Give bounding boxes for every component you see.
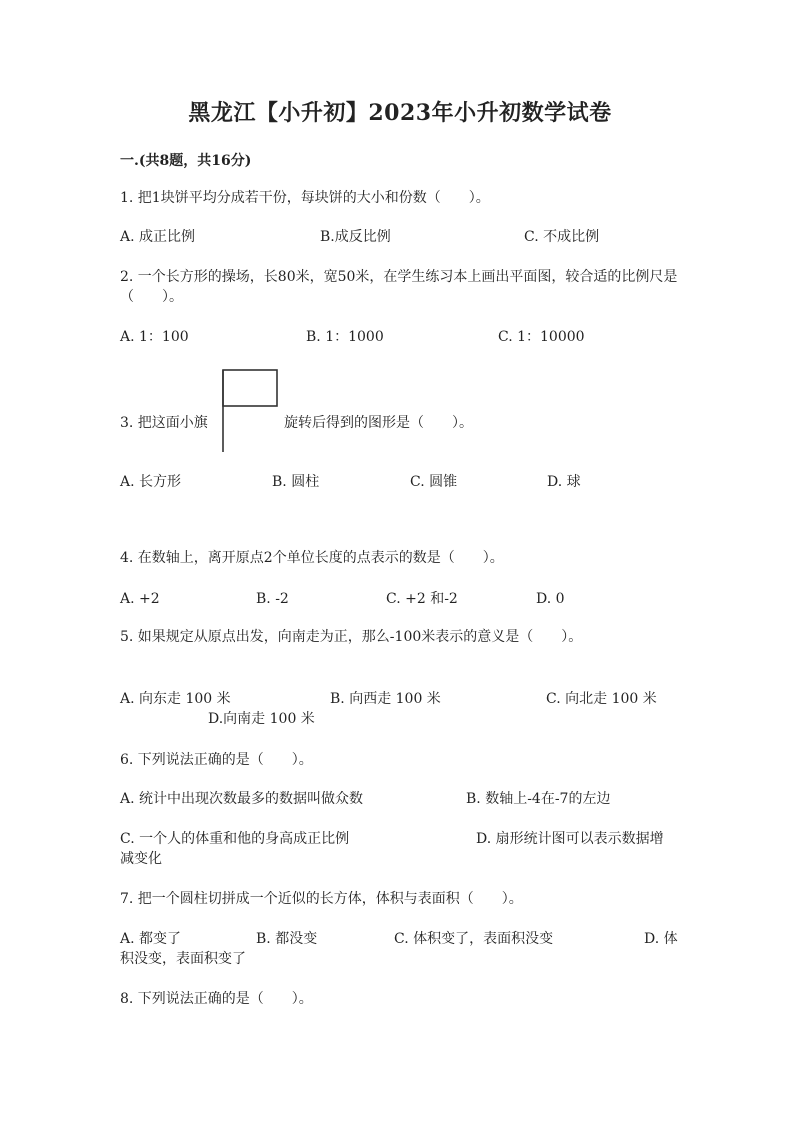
question-4-stem: 4. 在数轴上，离开原点2个单位长度的点表示的数是（ ）。	[120, 550, 504, 566]
section-heading: 一.(共8题，共16分)	[120, 153, 252, 169]
question-1-option-a: A. 成正比例	[120, 229, 196, 245]
question-5-option-d: D.向南走 100 米	[208, 711, 315, 727]
question-2-stem: 2. 一个长方形的操场，长80米，宽50米，在学生练习本上画出平面图，较合适的比例尺是（ ）。	[120, 269, 678, 305]
question-7-stem: 7. 把一个圆柱切拼成一个近似的长方体，体积与表面积（ ）。	[120, 891, 523, 907]
question-5-stem: 5. 如果规定从原点出发，向南走为正，那么-100米表示的意义是（ ）。	[120, 629, 583, 645]
page-title: 黑龙江【小升初】2023年小升初数学试卷	[188, 100, 612, 126]
question-8-stem: 8. 下列说法正确的是（ ）。	[120, 991, 313, 1007]
question-5-option-c: C. 向北走 100 米	[546, 691, 657, 707]
question-3-option-b: B. 圆柱	[272, 474, 320, 490]
question-6-option-d-continued: 减变化	[120, 851, 162, 867]
question-6-option-a: A. 统计中出现次数最多的数据叫做众数	[120, 791, 364, 807]
question-4-option-d: D. 0	[536, 591, 565, 607]
question-1-option-c: C. 不成比例	[524, 229, 600, 245]
question-2-option-b: B. 1：1000	[306, 329, 384, 345]
question-7-option-d: D. 体	[644, 931, 678, 947]
flag-figure	[218, 368, 282, 454]
question-6-option-d: D. 扇形统计图可以表示数据增	[476, 831, 664, 847]
question-1-option-b: B.成反比例	[320, 229, 391, 245]
question-4-option-c: C. +2 和-2	[386, 591, 458, 607]
question-7-option-d-continued: 积没变，表面积变了	[120, 951, 246, 967]
question-3-stem-after: 旋转后得到的图形是（ ）。	[284, 415, 473, 431]
question-6-option-c: C. 一个人的体重和他的身高成正比例	[120, 831, 350, 847]
question-2-option-c: C. 1：10000	[498, 329, 585, 345]
question-4-option-a: A. +2	[120, 591, 160, 607]
question-4-option-b: B. -2	[256, 591, 289, 607]
question-7-option-c: C. 体积变了，表面积没变	[394, 931, 554, 947]
question-3-option-d: D. 球	[547, 474, 581, 490]
question-1-stem: 1. 把1块饼平均分成若干份，每块饼的大小和份数（ ）。	[120, 190, 490, 206]
question-2-option-a: A. 1：100	[120, 329, 189, 345]
question-3-option-c: C. 圆锥	[410, 474, 458, 490]
question-5-option-b: B. 向西走 100 米	[330, 691, 441, 707]
question-6-stem: 6. 下列说法正确的是（ ）。	[120, 752, 313, 768]
question-5-option-a: A. 向东走 100 米	[120, 691, 231, 707]
question-7-option-a: A. 都变了	[120, 931, 182, 947]
question-6-option-b: B. 数轴上-4在-7的左边	[466, 791, 611, 807]
question-3-stem-before: 3. 把这面小旗	[120, 415, 208, 431]
question-7-option-b: B. 都没变	[256, 931, 318, 947]
question-3-option-a: A. 长方形	[120, 474, 182, 490]
